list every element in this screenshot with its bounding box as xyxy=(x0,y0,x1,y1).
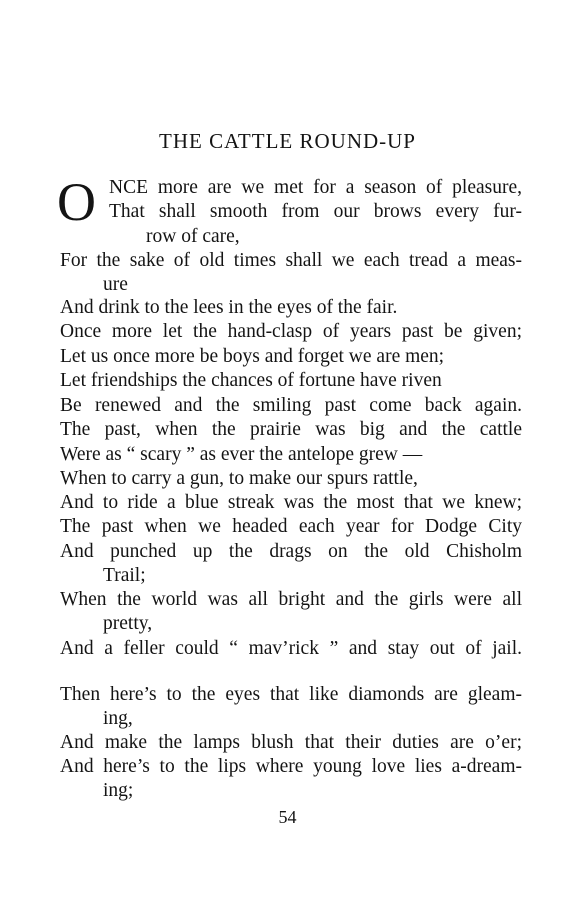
page-title: THE CATTLE ROUND-UP xyxy=(159,129,416,153)
poem-line: Were as “ scary ” as ever the antelope grew — xyxy=(60,444,423,465)
poem-line: And punched up the drags on the old Chisholm xyxy=(60,541,522,562)
poem-line: And here’s to the lips where young love lies a-dream- xyxy=(60,756,522,777)
poem-line: Let us once more be boys and forget we are men; xyxy=(60,346,445,367)
drop-cap: O xyxy=(57,172,96,232)
poem-line: And a feller could “ mav’rick ” and stay out of jail. xyxy=(60,638,522,659)
poem-line: And drink to the lees in the eyes of the fair. xyxy=(60,297,398,318)
page-number: 54 xyxy=(278,807,297,827)
poem-line: pretty, xyxy=(103,613,153,634)
poem-line: ing, xyxy=(103,708,133,729)
poem-line: And to ride a blue streak was the most that we knew; xyxy=(60,492,522,513)
poem-line: ing; xyxy=(103,780,134,801)
poem-line: The past when we headed each year for Dodge City xyxy=(60,516,522,537)
poem-line: Then here’s to the eyes that like diamonds are gleam- xyxy=(60,684,522,705)
poem-line: ure xyxy=(103,274,128,295)
poem-line: Once more let the hand-clasp of years past be given; xyxy=(60,321,522,342)
poem-line: That shall smooth from our brows every fur- xyxy=(109,201,522,222)
poem-line: When to carry a gun, to make our spurs rattle, xyxy=(60,468,418,489)
poem-line: The past, when the prairie was big and the cattle xyxy=(60,419,522,440)
poem-line: Let friendships the chances of fortune have riven xyxy=(60,370,442,391)
poem-line: When the world was all bright and the girls were all xyxy=(60,589,522,610)
poem-line: NCE more are we met for a season of pleasure, xyxy=(109,177,522,198)
poem-line: For the sake of old times shall we each tread a meas- xyxy=(60,250,522,271)
poem-line: row of care, xyxy=(146,226,240,247)
poem-line: Trail; xyxy=(103,565,146,586)
poem-line: Be renewed and the smiling past come back again. xyxy=(60,395,522,416)
poem-line: And make the lamps blush that their duties are o’er; xyxy=(60,732,522,753)
